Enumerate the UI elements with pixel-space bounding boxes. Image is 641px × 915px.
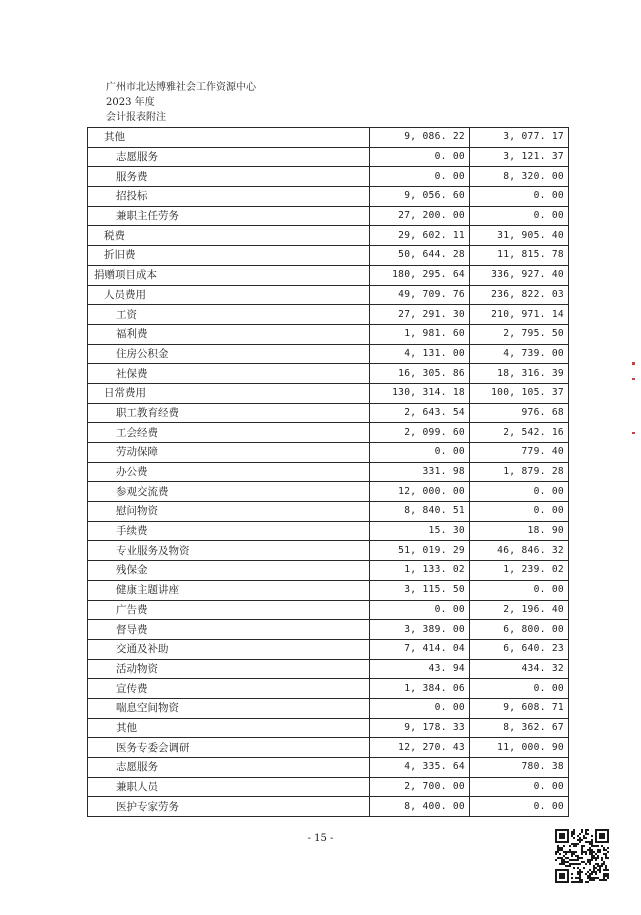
current-year-amount: 0. 00: [370, 147, 470, 167]
table-row: [88, 226, 569, 246]
table-row: [88, 285, 569, 305]
table-row: [88, 147, 569, 167]
prior-year-amount: 9, 608. 71: [470, 698, 569, 718]
row-label: 办公费: [88, 462, 370, 482]
table-row: [88, 403, 569, 423]
row-label: 宣传费: [88, 679, 370, 699]
table-row: [88, 698, 569, 718]
current-year-amount: 27, 291. 30: [370, 305, 470, 325]
prior-year-amount: 780. 38: [470, 758, 569, 778]
prior-year-amount: 236, 822. 03: [470, 285, 569, 305]
table-row: [88, 580, 569, 600]
current-year-amount: 0. 00: [370, 600, 470, 620]
row-label: 活动物资: [88, 659, 370, 679]
prior-year-amount: 3, 121. 37: [470, 147, 569, 167]
current-year-amount: 51, 019. 29: [370, 541, 470, 561]
prior-year-amount: 0. 00: [470, 777, 569, 797]
table-row: [88, 265, 569, 285]
prior-year-amount: 4, 739. 00: [470, 344, 569, 364]
current-year-amount: 8, 400. 00: [370, 797, 470, 817]
row-label: 其他: [88, 128, 370, 148]
expense-table-body: [88, 128, 569, 817]
row-label: 工会经费: [88, 423, 370, 443]
current-year-amount: 4, 131. 00: [370, 344, 470, 364]
current-year-amount: 3, 389. 00: [370, 620, 470, 640]
organization-name: 广州市北达博雅社会工作资源中心: [106, 82, 256, 93]
prior-year-amount: 2, 542. 16: [470, 423, 569, 443]
qr-code-icon: [555, 829, 609, 883]
prior-year-amount: 100, 105. 37: [470, 383, 569, 403]
current-year-amount: 180, 295. 64: [370, 265, 470, 285]
row-label: 医护专家劳务: [88, 797, 370, 817]
row-label: 税费: [88, 226, 370, 246]
page-number: - 15 -: [307, 833, 334, 844]
current-year-amount: 15. 30: [370, 521, 470, 541]
table-row: [88, 206, 569, 226]
current-year-amount: 43. 94: [370, 659, 470, 679]
prior-year-amount: 0. 00: [470, 206, 569, 226]
edge-mark: [632, 432, 635, 434]
current-year-amount: 331. 98: [370, 462, 470, 482]
row-label: 住房公积金: [88, 344, 370, 364]
current-year-amount: 9, 056. 60: [370, 187, 470, 207]
current-year-amount: 9, 178. 33: [370, 718, 470, 738]
prior-year-amount: 0. 00: [470, 482, 569, 502]
row-label: 交通及补助: [88, 639, 370, 659]
current-year-amount: 2, 700. 00: [370, 777, 470, 797]
row-label: 折旧费: [88, 246, 370, 266]
row-label: 职工教育经费: [88, 403, 370, 423]
table-row: [88, 718, 569, 738]
table-row: [88, 423, 569, 443]
table-row: [88, 383, 569, 403]
current-year-amount: 12, 270. 43: [370, 738, 470, 758]
current-year-amount: 1, 981. 60: [370, 324, 470, 344]
prior-year-amount: 18, 316. 39: [470, 364, 569, 384]
current-year-amount: 130, 314. 18: [370, 383, 470, 403]
edge-mark: [632, 362, 635, 365]
current-year-amount: 2, 643. 54: [370, 403, 470, 423]
row-label: 招投标: [88, 187, 370, 207]
prior-year-amount: 6, 800. 00: [470, 620, 569, 640]
row-label: 兼职主任劳务: [88, 206, 370, 226]
prior-year-amount: 11, 000. 90: [470, 738, 569, 758]
row-label: 劳动保障: [88, 443, 370, 463]
prior-year-amount: 3, 077. 17: [470, 128, 569, 148]
row-label: 残保金: [88, 561, 370, 581]
current-year-amount: 9, 086. 22: [370, 128, 470, 148]
current-year-amount: 0. 00: [370, 167, 470, 187]
table-row: [88, 777, 569, 797]
table-row: [88, 639, 569, 659]
prior-year-amount: 6, 640. 23: [470, 639, 569, 659]
row-label: 慰问物资: [88, 502, 370, 522]
prior-year-amount: 1, 239. 02: [470, 561, 569, 581]
prior-year-amount: 210, 971. 14: [470, 305, 569, 325]
prior-year-amount: 2, 795. 50: [470, 324, 569, 344]
row-label: 志愿服务: [88, 758, 370, 778]
table-row: [88, 521, 569, 541]
prior-year-amount: 0. 00: [470, 797, 569, 817]
prior-year-amount: 8, 320. 00: [470, 167, 569, 187]
current-year-amount: 29, 602. 11: [370, 226, 470, 246]
table-row: [88, 561, 569, 581]
current-year-amount: 7, 414. 04: [370, 639, 470, 659]
table-row: [88, 797, 569, 817]
table-row: [88, 758, 569, 778]
current-year-amount: 12, 000. 00: [370, 482, 470, 502]
current-year-amount: 27, 200. 00: [370, 206, 470, 226]
report-year: 2023 年度: [106, 97, 155, 108]
current-year-amount: 4, 335. 64: [370, 758, 470, 778]
row-label: 参观交流费: [88, 482, 370, 502]
page-header: [106, 80, 256, 125]
table-row: [88, 443, 569, 463]
row-label: 服务费: [88, 167, 370, 187]
row-label: 社保费: [88, 364, 370, 384]
row-label: 工资: [88, 305, 370, 325]
row-label: 督导费: [88, 620, 370, 640]
prior-year-amount: 18. 90: [470, 521, 569, 541]
current-year-amount: 8, 840. 51: [370, 502, 470, 522]
current-year-amount: 0. 00: [370, 698, 470, 718]
table-row: [88, 364, 569, 384]
table-row: [88, 128, 569, 148]
row-label: 手续费: [88, 521, 370, 541]
table-row: [88, 679, 569, 699]
current-year-amount: 2, 099. 60: [370, 423, 470, 443]
prior-year-amount: 336, 927. 40: [470, 265, 569, 285]
current-year-amount: 49, 709. 76: [370, 285, 470, 305]
current-year-amount: 50, 644. 28: [370, 246, 470, 266]
table-row: [88, 482, 569, 502]
table-row: [88, 502, 569, 522]
row-label: 健康主题讲座: [88, 580, 370, 600]
table-row: [88, 187, 569, 207]
table-row: [88, 659, 569, 679]
table-row: [88, 600, 569, 620]
table-row: [88, 324, 569, 344]
row-label: 日常费用: [88, 383, 370, 403]
row-label: 捐赠项目成本: [88, 265, 370, 285]
row-label: 福利费: [88, 324, 370, 344]
edge-mark: [632, 378, 635, 380]
table-row: [88, 620, 569, 640]
prior-year-amount: 0. 00: [470, 580, 569, 600]
current-year-amount: 16, 305. 86: [370, 364, 470, 384]
prior-year-amount: 0. 00: [470, 679, 569, 699]
prior-year-amount: 1, 879. 28: [470, 462, 569, 482]
expense-table: [87, 127, 569, 817]
row-label: 喘息空间物资: [88, 698, 370, 718]
table-row: [88, 305, 569, 325]
row-label: 广告费: [88, 600, 370, 620]
current-year-amount: 3, 115. 50: [370, 580, 470, 600]
prior-year-amount: 0. 00: [470, 502, 569, 522]
prior-year-amount: 976. 68: [470, 403, 569, 423]
table-row: [88, 541, 569, 561]
prior-year-amount: 11, 815. 78: [470, 246, 569, 266]
row-label: 人员费用: [88, 285, 370, 305]
row-label: 志愿服务: [88, 147, 370, 167]
prior-year-amount: 0. 00: [470, 187, 569, 207]
prior-year-amount: 8, 362. 67: [470, 718, 569, 738]
current-year-amount: 0. 00: [370, 443, 470, 463]
table-row: [88, 246, 569, 266]
current-year-amount: 1, 384. 06: [370, 679, 470, 699]
row-label: 兼职人员: [88, 777, 370, 797]
row-label: 专业服务及物资: [88, 541, 370, 561]
table-row: [88, 344, 569, 364]
row-label: 医务专委会调研: [88, 738, 370, 758]
prior-year-amount: 46, 846. 32: [470, 541, 569, 561]
table-row: [88, 738, 569, 758]
table-row: [88, 167, 569, 187]
document-title: 会计报表附注: [106, 112, 166, 123]
current-year-amount: 1, 133. 02: [370, 561, 470, 581]
prior-year-amount: 31, 905. 40: [470, 226, 569, 246]
prior-year-amount: 434. 32: [470, 659, 569, 679]
row-label: 其他: [88, 718, 370, 738]
prior-year-amount: 2, 196. 40: [470, 600, 569, 620]
prior-year-amount: 779. 40: [470, 443, 569, 463]
table-row: [88, 462, 569, 482]
